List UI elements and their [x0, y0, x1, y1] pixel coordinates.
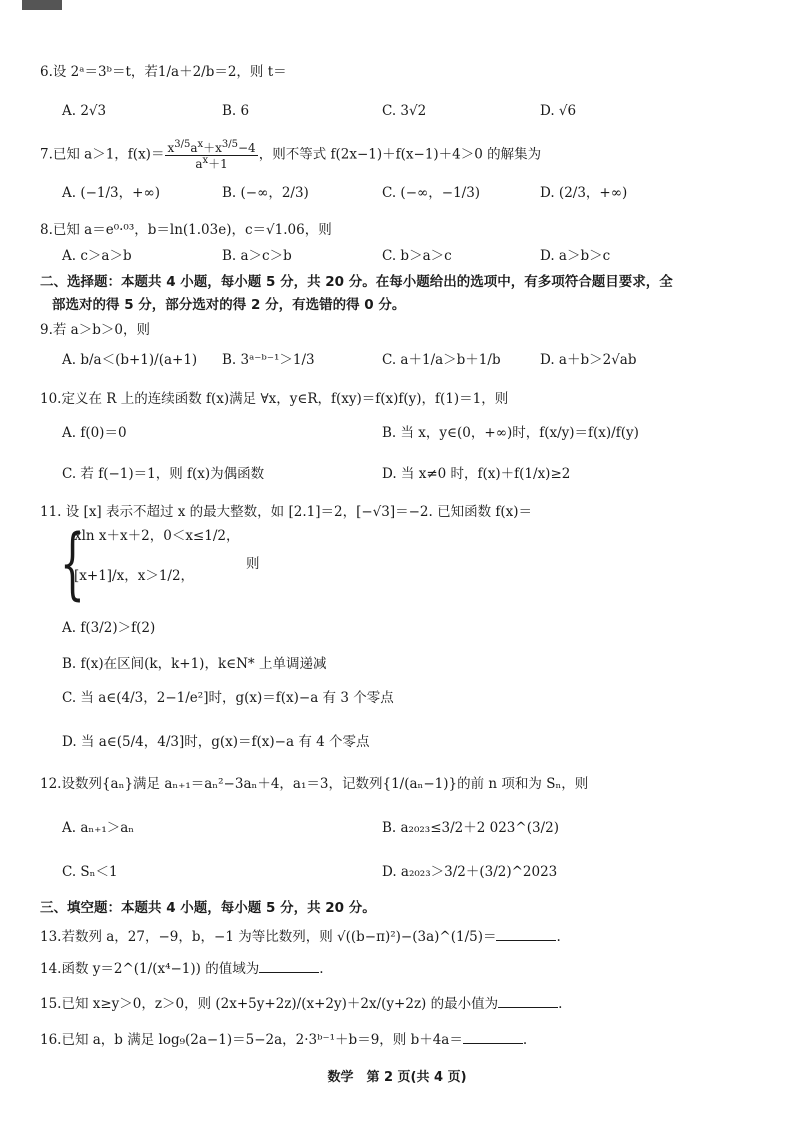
- question-10-stem: 10.定义在 R 上的连续函数 f(x)满足 ∀x，y∈R，f(xy)＝f(x)f(y)，f(1)＝1，则: [40, 391, 509, 407]
- q7-option-c: C. (−∞，−1/3): [382, 185, 481, 201]
- q8-option-a: A. c＞a＞b: [62, 248, 132, 264]
- q16-stem: 16.已知 a，b 满足 log₉(2a−1)＝5−2a，2·3ᵇ⁻¹＋b＝9，则 b＋4a＝: [40, 1032, 463, 1048]
- page-footer: 数学 第 2 页(共 4 页): [327, 1070, 467, 1085]
- q10-option-b: B. 当 x，y∈(0，+∞)时，f(x/y)＝f(x)/f(y): [382, 425, 639, 441]
- q15-stem: 15.已知 x≥y＞0，z＞0，则 (2x+5y+2z)/(x+2y)＋2x/(y+2z) 的最小值为: [40, 996, 499, 1012]
- section-2-heading-line1: 二、选择题：本题共 4 小题，每小题 5 分，共 20 分。在每小题给出的选项中，有多项符合题目要求，全: [40, 274, 673, 290]
- q8-option-b: B. a＞c＞b: [222, 248, 292, 264]
- q6-option-c: C. 3√2: [382, 103, 427, 119]
- q6-option-b: B. 6: [222, 103, 250, 119]
- q14-answer-blank[interactable]: [259, 960, 319, 973]
- q12-option-c: C. Sₙ＜1: [62, 864, 118, 880]
- question-6-stem: 6.设 2ᵃ＝3ᵇ＝t，若1/a＋2/b＝2，则 t＝: [40, 64, 287, 80]
- q12-option-d: D. a₂₀₂₃＞3/2＋(3/2)^2023: [382, 864, 558, 880]
- q6-option-d: D. √6: [540, 103, 577, 119]
- q11-option-d: D. 当 a∈(5/4，4/3]时，g(x)＝f(x)−a 有 4 个零点: [62, 734, 370, 750]
- question-7-stem: [40, 140, 541, 170]
- q14-stem: 14.函数 y＝2^(1/(x⁴−1)) 的值域为: [40, 961, 260, 977]
- q16-answer-blank[interactable]: [463, 1031, 523, 1044]
- section-2-heading-line2: 部选对的得 5 分，部分选对的得 2 分，有选错的得 0 分。: [52, 297, 406, 313]
- q6-option-a: A. 2√3: [62, 103, 107, 119]
- q7-option-a: A. (−1/3，+∞): [62, 185, 160, 201]
- q9-option-d: D. a＋b＞2√ab: [540, 352, 637, 368]
- q7-stem-prefix: 7.已知 a＞1，f(x)＝: [40, 146, 165, 163]
- q11-option-a: A. f(3/2)＞f(2): [62, 620, 156, 636]
- q12-option-a: A. aₙ₊₁＞aₙ: [62, 820, 135, 836]
- q8-option-d: D. a＞b＞c: [540, 248, 611, 264]
- q15-answer-blank[interactable]: [498, 995, 558, 1008]
- question-15: 15.已知 x≥y＞0，z＞0，则 (2x+5y+2z)/(x+2y)＋2x/(y+2z) 的最小值为 .: [40, 996, 563, 1012]
- section-3-heading: 三、填空题：本题共 4 小题，每小题 5 分，共 20 分。: [40, 900, 376, 916]
- q11-case-1: xln x＋x＋2，0＜x≤1/2，: [74, 528, 240, 544]
- question-11-stem: 11. 设 [x] 表示不超过 x 的最大整数，如 [2.1]＝2，[−√3]＝−2. 已知函数 f(x)＝: [40, 504, 533, 520]
- question-13: 13.若数列 a，27，−9，b，−1 为等比数列，则 √((b−π)²)−(3a)^(1/5)＝ .: [40, 929, 561, 945]
- q11-brace: {: [60, 519, 85, 609]
- q10-option-a: A. f(0)＝0: [62, 425, 127, 441]
- q11-then: 则: [246, 556, 260, 572]
- question-8-stem: 8.已知 a＝e⁰·⁰³，b＝ln(1.03e)，c＝√1.06，则: [40, 222, 332, 238]
- q10-option-d: D. 当 x≠0 时，f(x)＋f(1/x)≥2: [382, 466, 571, 482]
- q11-piecewise: [60, 519, 240, 609]
- q10-option-c: C. 若 f(−1)＝1，则 f(x)为偶函数: [62, 466, 265, 482]
- question-9-stem: 9.若 a＞b＞0，则: [40, 322, 150, 338]
- q11-case-2: [x+1]/x，x＞1/2，: [74, 568, 195, 584]
- q11-option-c: C. 当 a∈(4/3，2−1/e²]时，g(x)＝f(x)−a 有 3 个零点: [62, 690, 394, 706]
- q7-fraction: $\frac{x^{3/5}a^x+x^{3/5}-4}{a^x+1}$: [167, 139, 256, 171]
- q12-option-b: B. a₂₀₂₃≤3/2＋2 023^(3/2): [382, 820, 559, 836]
- question-12-stem: 12.设数列{aₙ}满足 aₙ₊₁＝aₙ²−3aₙ＋4，a₁＝3，记数列{1/(aₙ−1)}的前 n 项和为 Sₙ，则: [40, 776, 589, 792]
- q13-stem: 13.若数列 a，27，−9，b，−1 为等比数列，则 √((b−π)²)−(3a)^(1/5)＝: [40, 929, 497, 945]
- q13-answer-blank[interactable]: [496, 928, 556, 941]
- q7-option-b: B. (−∞，2/3): [222, 185, 309, 201]
- scan-mark: [22, 0, 62, 10]
- question-16: 16.已知 a，b 满足 log₉(2a−1)＝5−2a，2·3ᵇ⁻¹＋b＝9，则 b＋4a＝ .: [40, 1032, 528, 1048]
- q9-option-a: A. b/a＜(b+1)/(a+1): [62, 352, 198, 368]
- q9-option-c: C. a＋1/a＞b＋1/b: [382, 352, 501, 368]
- question-14: 14.函数 y＝2^(1/(x⁴−1)) 的值域为 .: [40, 961, 324, 977]
- q11-option-b: B. f(x)在区间(k，k+1)，k∈N* 上单调递减: [62, 656, 327, 672]
- q7-option-d: D. (2/3，+∞): [540, 185, 628, 201]
- q7-stem-suffix: ，则不等式 f(2x−1)＋f(x−1)＋4＞0 的解集为: [258, 146, 542, 163]
- q9-option-b: B. 3ᵃ⁻ᵇ⁻¹＞1/3: [222, 352, 315, 368]
- q8-option-c: C. b＞a＞c: [382, 248, 452, 264]
